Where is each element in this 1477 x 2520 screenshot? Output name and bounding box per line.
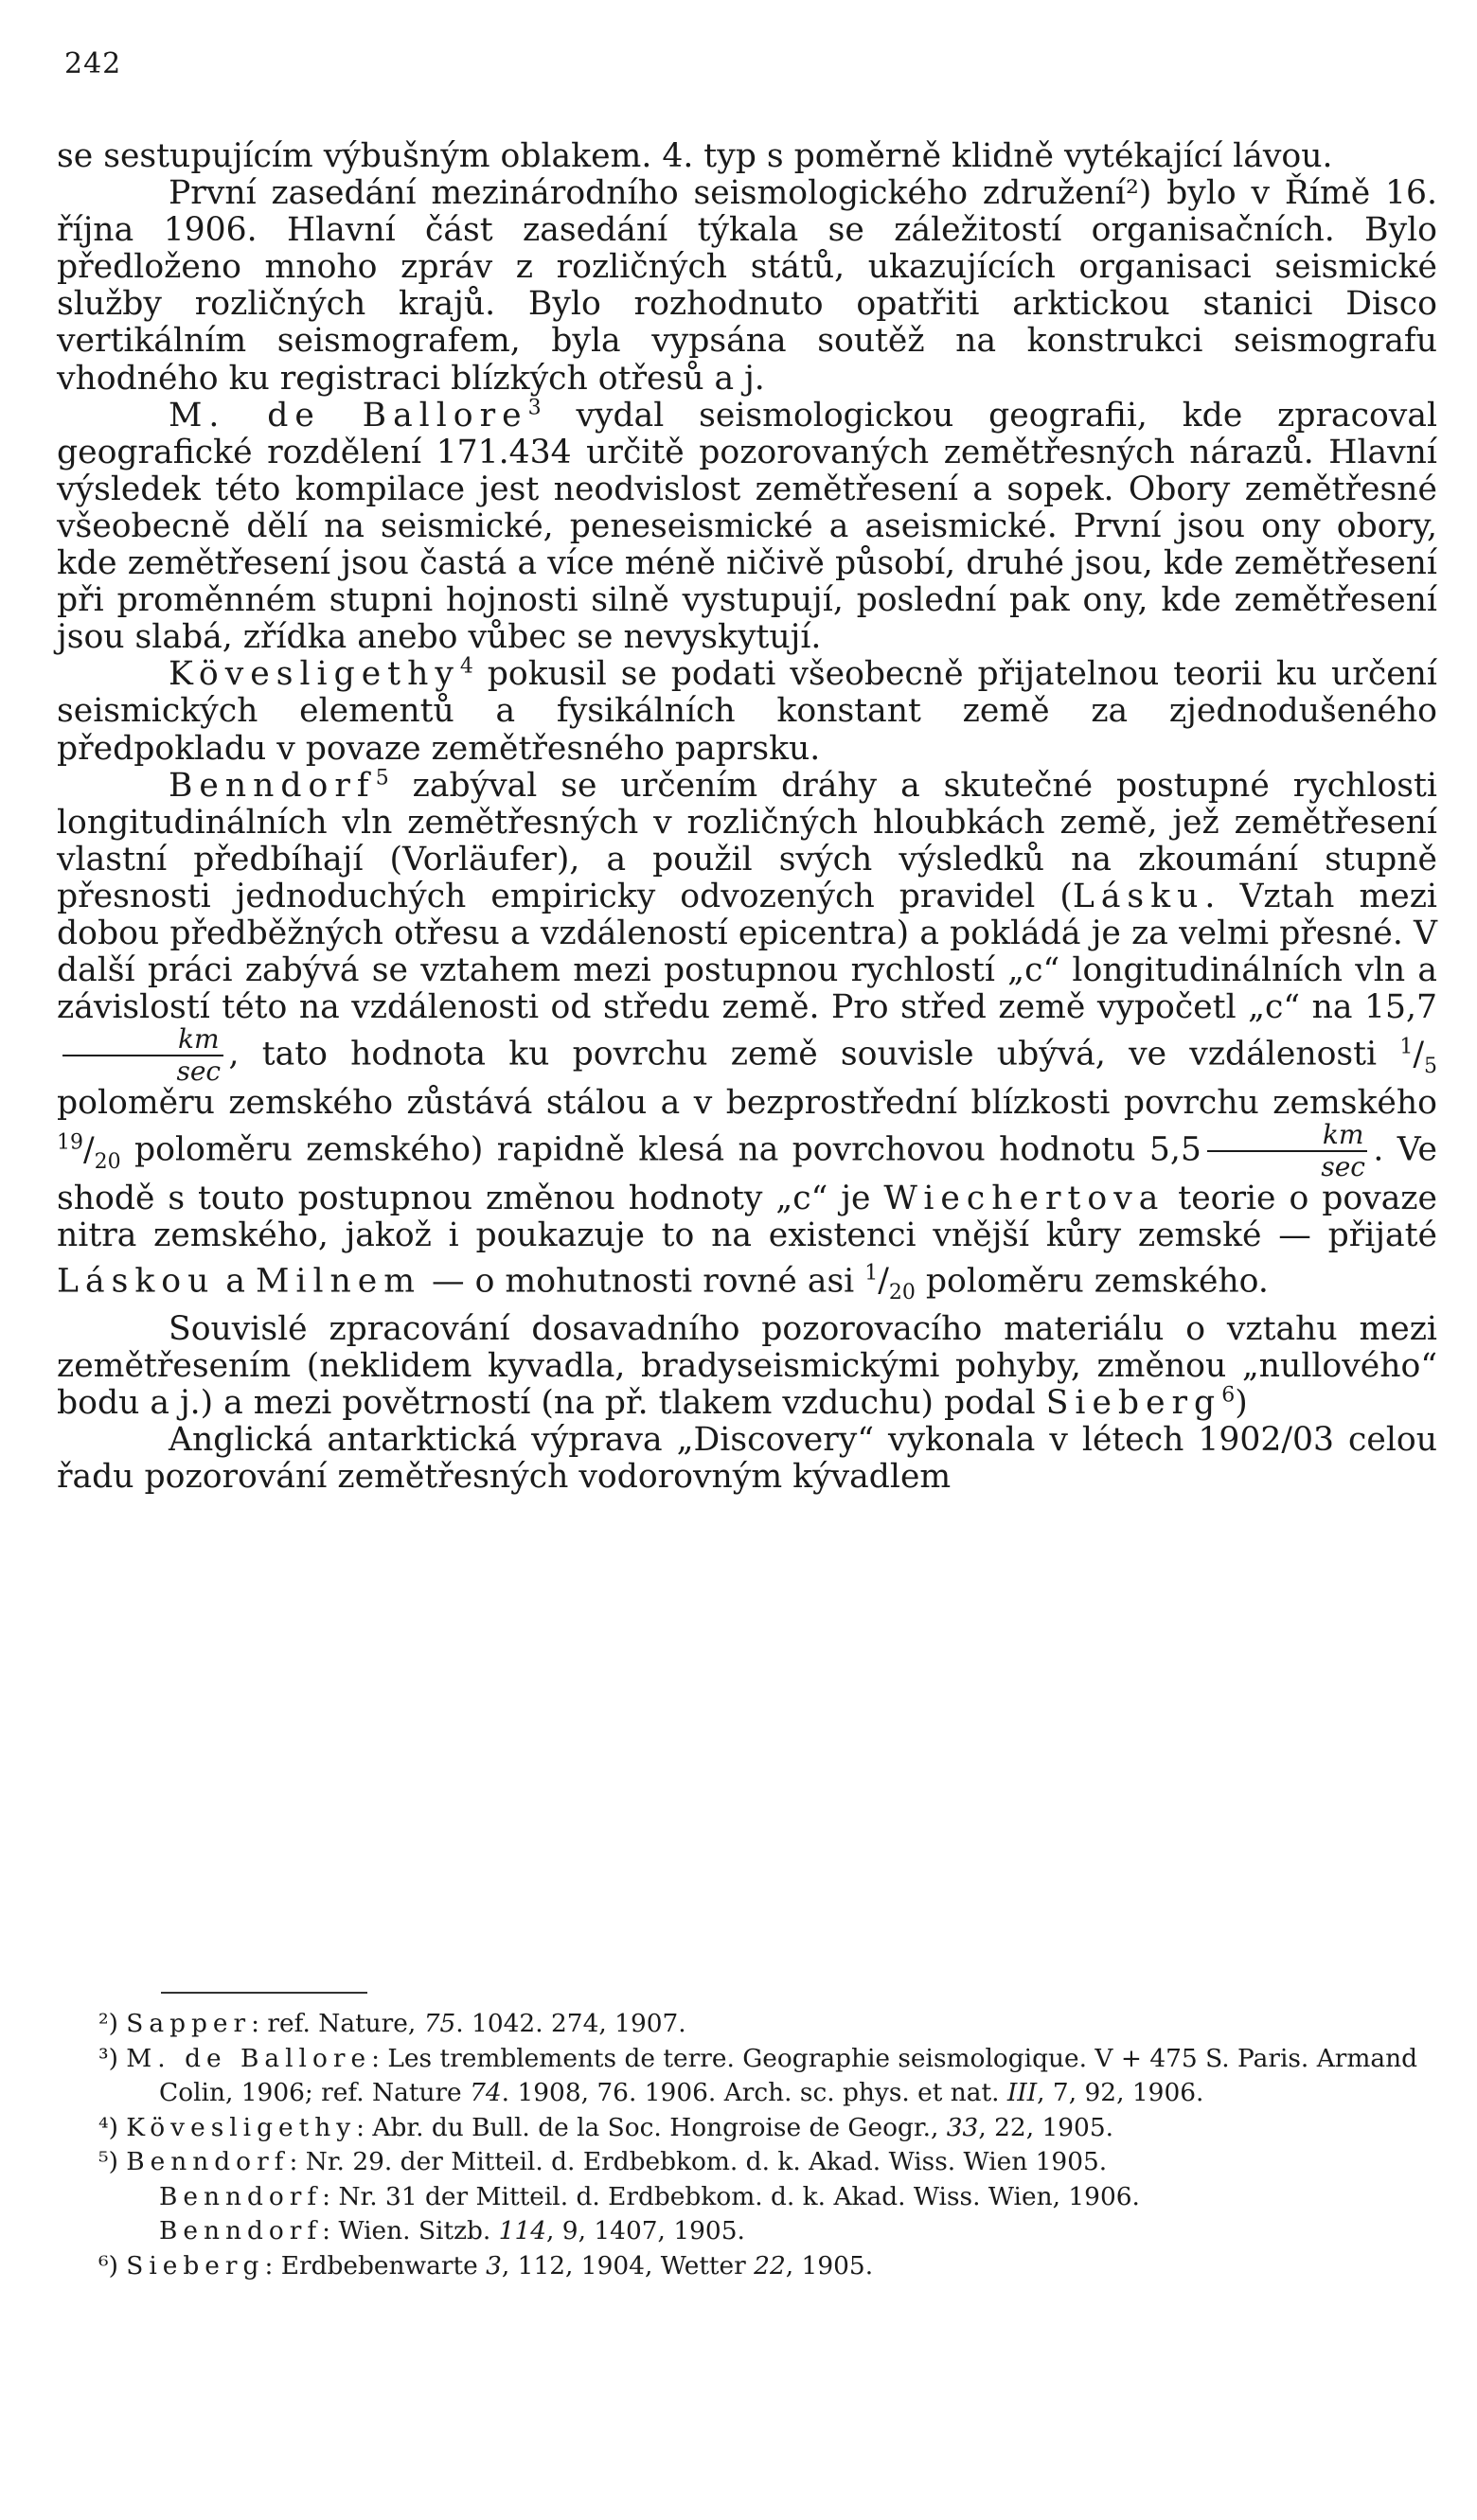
paragraph-6: Souvislé zpracování dosavadního pozorovacího materiálu o vztahu mezi zemětřesením (neklidem kyvadla, bradyseismickými pohyby, změnou „nullového“ bodu a j.) a mezi povětrností (na př. tlakem vzduchu) podal Sieberg$^6$) [57,1310,1437,1423]
footnotes [57,2007,1437,2283]
author-name: Sieberg [1045,1384,1222,1423]
unit-fraction: $\frac{km}{\sec}$ [1207,1122,1368,1180]
footnote-ref[interactable]: 3 [527,396,542,420]
footnote-ref[interactable]: 6 [1221,1383,1236,1408]
inline-fraction: $^1/_{20}$ [864,1261,916,1304]
page-number: 242 [64,47,122,80]
footnote-5-cont: Benndorf: Wien. Sitzb. 114, 9, 1407, 1905. [159,2216,745,2245]
footnote-6: ⁶) Sieberg: Erdbebenwarte 3, 112, 1904, Wetter 22, 1905. [98,2250,874,2280]
footnote-3: ³) M. de Ballore: Les tremblements de terre. Geographie seismologique. V + 475 S. Paris. Armand Colin, 1906; ref. Nature 74. 1908, 76. 1906. Arch. sc. phys. et nat. III, 7, 92, 1906. [98,2043,1418,2107]
paragraph-2: První zasedání mezinárodního seismologického združení²) bylo v Římě 16. října 1906. Hlavní část zasedání týkala se záležitostí organisačních. Bylo předloženo mnoho zpráv z rozličných států, ukazujících organisaci seismické služby rozličných krajů. Bylo rozhodnuto opatřiti arktickou stanici Disco vertikálním seismografem, byla vypsána soutěž na konstrukci seismografu vhodného ku registraci blízkých otřesů a j. [57,174,1437,398]
author-name: Lásku [1072,877,1205,915]
author-name: Milnem [255,1262,422,1301]
body-text [57,138,1437,1497]
author-name: Láskou [57,1262,216,1301]
footnote-4: ⁴) Kövesligethy: Abr. du Bull. de la Soc. Hongroise de Geogr., 33, 22, 1905. [98,2112,1114,2142]
unit-fraction: $\frac{km}{\sec}$ [62,1026,223,1085]
author-name: Kövesligethy [169,655,460,694]
paragraph-3: M. de Ballore$^3$ vydal seismologickou geografii, kde zpracoval geografické rozdělení 171.434 určitě pozorovaných zemětřesných nárazů. Hlavní výsledek této kompilace jest neodvislost zemětřesení a sopek. Obory zemětřesné všeobecně dělí na seismické, peneseismické a aseismické. První jsou ony obory, kde zemětřesení jsou častá a více méně ničivě působí, druhé jsou, kde zemětřesení při proměnném stupni hojnosti silně vystupují, poslední pak ony, kde zemětřesení jsou slabá, zřídka anebo vůbec se nevyskytují. [57,396,1438,657]
paragraph-5: Benndorf$^5$ zabýval se určením dráhy a skutečné postupné rychlosti longitudinálních vln zemětřesných v rozličných hloubkách země, jež zemětřesení vlastní předbíhají (Vorläufer), a použil svých výsledků na zkoumání stupně přesnosti jednoduchých empiricky odvozených pravidel (Lásku. Vztah mezi dobou předběžných otřesu a vzdáleností epicentra) a pokládá je za velmi přesné. V další práci zabývá se vztahem mezi postupnou rychlostí „c“ longitudinálních vln a závislostí této na vzdálenosti od středu země. Pro střed země vypočetl „c“ na 15,7 $\frac{km}{\sec}$ , tato hodnota ku povrchu země souvisle ubývá, ve vzdálenosti $^1/_5$ poloměru zemského zůstává stálou a v bezprostřední blízkosti povrchu zemského $^{19}/_{20}$ poloměru zemského) rapidně klesá na povrchovou hodnotu 5,5 $\frac{km}{\sec}$ . Ve shodě s touto postupnou změnou hodnoty „c“ je Wiechertova teorie o povaze nitra zemského, jakož i poukazuje to na existenci vnější kůry zemské — přijaté Láskou a Milnem — o mohutnosti rovné asi $^1/_{20}$ poloměru zemského. [57,766,1438,1304]
author-name: Benndorf [169,766,376,805]
paragraph-7: Anglická antarktická výprava „Discovery“ vykonala v létech 1902/03 celou řadu pozorování zemětřesných vodorovným kývadlem [57,1421,1437,1497]
inline-fraction: $^1/_5$ [1399,1035,1437,1078]
author-name: Wiechertova [883,1180,1166,1218]
footnote-ref[interactable]: 5 [375,766,389,790]
footnote-divider [161,1992,367,1994]
footnote-5: ⁵) Benndorf: Nr. 29. der Mitteil. d. Erdbebkom. d. k. Akad. Wiss. Wien 1905. [98,2147,1108,2176]
footnote-2: ²) Sapper: ref. Nature, 75. 1042. 274, 1907. [98,2009,686,2038]
footnote-5-cont: Benndorf: Nr. 31 der Mitteil. d. Erdbebkom. d. k. Akad. Wiss. Wien, 1906. [159,2181,1140,2211]
paragraph-1: se sestupujícím výbušným oblakem. 4. typ s poměrně klidně vytékající lávou. [57,137,1333,175]
inline-fraction: $^{19}/_{20}$ [57,1130,121,1174]
footnote-ref[interactable]: 4 [459,654,473,679]
author-name: M. de Ballore [169,396,528,435]
paragraph-4: Kövesligethy$^4$ pokusil se podati všeobecně přijatelnou teorii ku určení seismických elementů a fysikálních konstant země za zjednodušeného předpokladu v povaze zemětřesného paprsku. [57,654,1437,768]
